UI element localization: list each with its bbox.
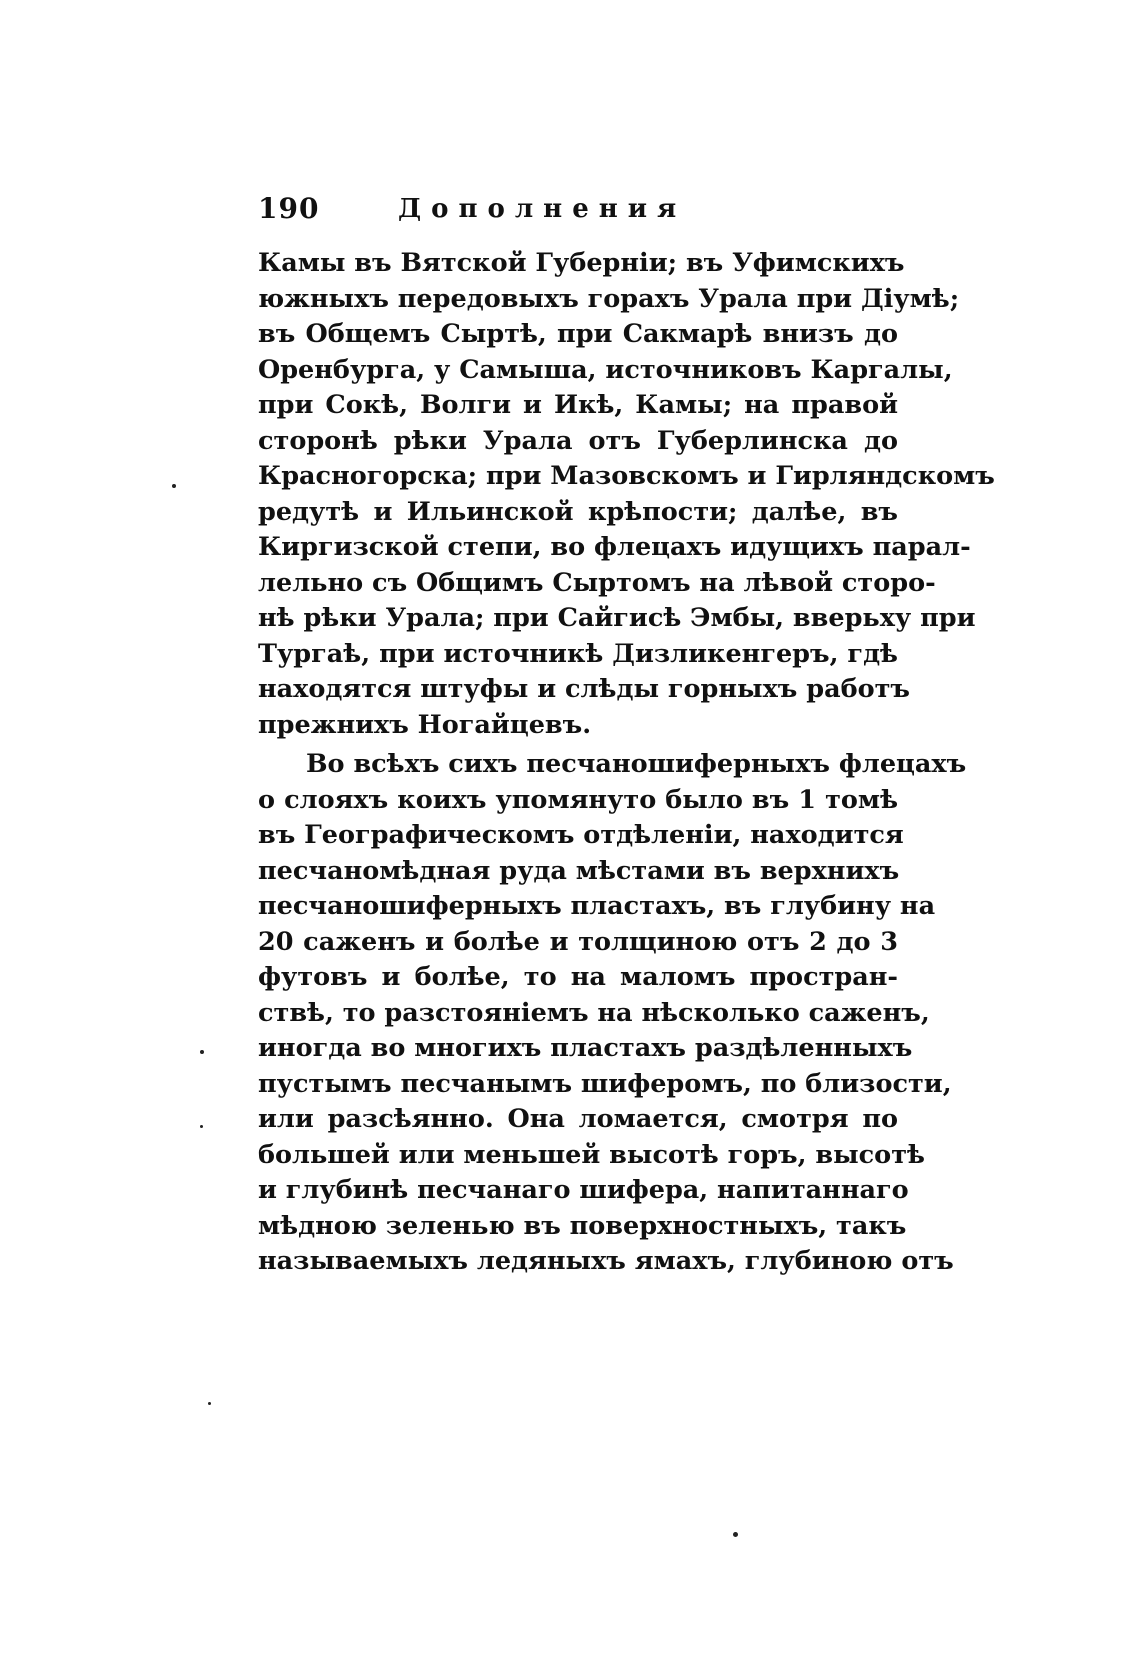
text-line: Камы въ Вятской Губерніи; въ Уфимскихъ — [258, 248, 905, 278]
running-title: Дополнения — [398, 194, 687, 224]
text-line: южныхъ передовыхъ горахъ Урала при Діумѣ; — [258, 283, 960, 314]
text-line: 20 саженъ и болѣе и толщиною отъ 2 до 3 — [258, 926, 898, 957]
text-line: или разсѣянно. Она ломается, смотря по — [258, 1104, 898, 1134]
text-line: Оренбурга, у Самыша, источниковъ Каргалы, — [258, 354, 953, 385]
running-head — [258, 192, 898, 232]
text-line: песчаномѣдная руда мѣстами въ верхнихъ — [258, 855, 900, 886]
text-line: редутѣ и Ильинской крѣпости; далѣе, въ — [258, 496, 898, 527]
text-line: находятся штуфы и слѣды горныхъ работъ — [258, 674, 910, 704]
text-line: ствѣ, то разстояніемъ на нѣсколько саженъ, — [258, 997, 930, 1028]
text-line: и глубинѣ песчанаго шифера, напитаннаго — [258, 1175, 909, 1205]
text-line: прежнихъ Ногайцевъ. — [258, 709, 592, 740]
text-line: лельно съ Общимъ Сыртомъ на лѣвой сторо- — [258, 567, 936, 598]
scan-speck — [733, 1532, 738, 1537]
paragraph — [258, 747, 967, 1280]
text-line: Красногорска; при Мазовскомъ и Гирляндскомъ — [258, 461, 995, 491]
text-line: большей или меньшей высотѣ горъ, высотѣ — [258, 1139, 925, 1170]
scan-speck — [208, 1402, 211, 1405]
body-text — [258, 246, 995, 1280]
text-line: о слояхъ коихъ упомянуто было въ 1 томѣ — [258, 784, 898, 815]
text-line: въ Общемъ Сыртѣ, при Сакмарѣ внизъ до — [258, 319, 898, 349]
text-line: пустымъ песчанымъ шиферомъ, по близости, — [258, 1068, 952, 1099]
page-number: 190 — [258, 192, 320, 225]
scan-speck — [172, 484, 176, 488]
text-line: въ Географическомъ отдѣленіи, находится — [258, 820, 904, 850]
text-line: песчаношиферныхъ пластахъ, въ глубину на — [258, 891, 936, 921]
text-line: мѣдною зеленью въ поверхностныхъ, такъ — [258, 1210, 907, 1241]
text-line: называемыхъ ледяныхъ ямахъ, глубиною отъ — [258, 1246, 954, 1276]
text-line: при Сокѣ, Волги и Икѣ, Камы; на правой — [258, 390, 898, 420]
text-line: нѣ рѣки Урала; при Сайгисѣ Эмбы, вверьху при — [258, 603, 976, 633]
text-line: Киргизской степи, во флецахъ идущихъ парал- — [258, 532, 971, 562]
text-line: футовъ и болѣе, то на маломъ простран- — [258, 962, 898, 992]
scan-speck — [200, 1125, 203, 1128]
text-line: сторонѣ рѣки Урала отъ Губерлинска до — [258, 425, 898, 456]
scan-speck — [200, 1050, 204, 1054]
paragraph — [258, 246, 995, 743]
text-line: Во всѣхъ сихъ песчаношиферныхъ флецахъ — [306, 749, 967, 779]
text-line: иногда во многихъ пластахъ раздѣленныхъ — [258, 1033, 913, 1063]
text-line: Тургаѣ, при источникѣ Дизликенгеръ, гдѣ — [258, 638, 898, 669]
